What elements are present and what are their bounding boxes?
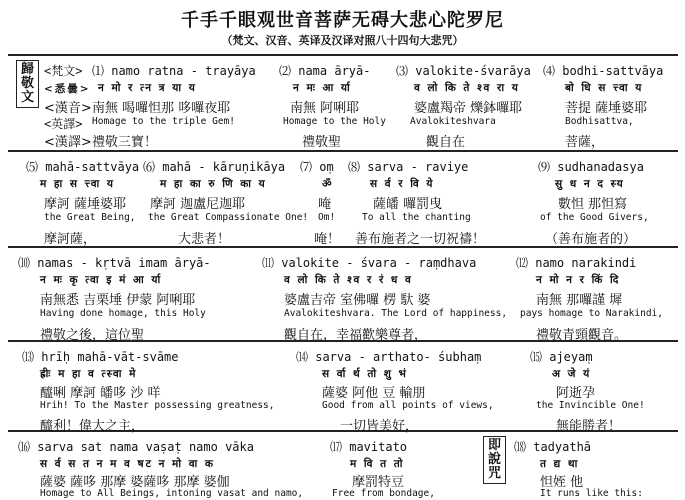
- phrase-4-chinese: 菩薩，: [565, 135, 605, 150]
- phrase-7-han: 唵: [318, 197, 332, 212]
- phrase-12-han: 南無 那囉謹 墀: [536, 293, 623, 308]
- phrase-5-siddham: म हा स त्त्वा य: [40, 178, 115, 190]
- label-chinese-translation: <漢譯>: [44, 135, 92, 150]
- label-siddham: <悉曇>: [44, 83, 91, 95]
- phrase-14-siddham: स र्वा र्थ तो शु भं: [322, 368, 408, 380]
- phrase-3-english: Avalokiteshvara: [410, 116, 496, 127]
- phrase-17-han: 摩罰特豆: [352, 475, 405, 490]
- phrase-1-siddham: न मो र त्न त्र या य: [98, 82, 197, 94]
- phrase-9-siddham: सु ध न द स्य: [555, 178, 625, 190]
- phrase-8-chinese: 善布施者之一切祝禱！: [355, 232, 486, 247]
- phrase-8-english: To all the chanting: [362, 212, 471, 223]
- phrase-13-han: 醯唎 摩訶 皤哆 沙 咩: [40, 386, 161, 401]
- phrase-1-roman: ⑴ namo ratna - trayāya: [92, 64, 256, 78]
- phrase-7-roman: ⑺ oṃ: [300, 160, 334, 174]
- phrase-10-english: Having done homage, this Holy: [40, 308, 206, 319]
- phrase-8-han: 薩皤 囉罰曳: [373, 197, 443, 212]
- phrase-6-english: the Great Compassionate One!: [148, 212, 309, 223]
- phrase-13-roman: ⒀ hrīḥ mahā-vāt-svāme: [22, 350, 179, 364]
- phrase-6-chinese: 大悲者！: [178, 232, 231, 247]
- section-label-guijing: 歸敬文: [16, 60, 39, 108]
- phrase-15-siddham: अ जे यं: [552, 368, 592, 380]
- row-divider-1: [8, 54, 678, 56]
- phrase-13-english: Hrih! To the Master possessing greatness,: [40, 400, 275, 411]
- phrase-3-chinese: 觀自在: [426, 135, 466, 150]
- phrase-15-english: the Invincible One!: [536, 400, 645, 411]
- phrase-13-siddham: ह्रीः म हा व त्स्वा मे: [40, 368, 138, 380]
- phrase-2-roman: ⑵ nama āryā-: [279, 64, 371, 78]
- phrase-5-chinese: 摩訶薩，: [44, 232, 97, 247]
- phrase-16-han: 薩婆 薩哆 那摩 婆薩哆 那摩 婆伽: [40, 475, 230, 490]
- phrase-13-chinese: 醯利！偉大之主，: [40, 419, 145, 434]
- phrase-14-english: Good from all points of views,: [322, 400, 494, 411]
- phrase-17-roman: ⒄ mavitato: [330, 440, 408, 454]
- phrase-11-chinese: 觀自在，幸福歡樂尊者，: [284, 328, 428, 343]
- phrase-18-english: It runs like this:: [540, 488, 643, 499]
- phrase-7-siddham: ॐ: [322, 178, 334, 190]
- phrase-11-siddham: व लो कि ते श्व र रं ध व: [284, 274, 413, 286]
- phrase-14-han: 薩婆 阿他 豆 輸朋: [322, 386, 426, 401]
- phrase-3-han: 婆盧羯帝 爍鉢囉耶: [414, 101, 523, 116]
- phrase-9-han: 數怛 那怛寫: [558, 197, 628, 212]
- row-divider-2: [8, 150, 678, 152]
- phrase-2-han: 南無 阿唎耶: [290, 101, 360, 116]
- phrase-15-roman: ⒂ ajeyaṃ: [530, 350, 593, 364]
- page-subtitle: （梵文、汉音、英译及汉译对照八十四句大悲咒）: [221, 34, 464, 47]
- phrase-6-han: 摩訶 迦盧尼迦耶: [150, 197, 246, 212]
- phrase-16-english: Homage to All Beings, intoning vasat and namo,: [40, 488, 304, 499]
- phrase-4-english: Bodhisattva,: [565, 116, 634, 127]
- phrase-5-english: the Great Being,: [44, 212, 136, 223]
- phrase-10-chinese: 禮敬之後，這位聖: [40, 328, 145, 343]
- phrase-7-chinese: 唵！: [314, 232, 341, 247]
- phrase-12-roman: ⑿ namo narakindi: [516, 256, 637, 270]
- phrase-2-chinese: 禮敬聖: [302, 135, 342, 150]
- phrase-8-roman: ⑻ sarva - raviye: [348, 160, 469, 174]
- phrase-14-roman: ⒁ sarva - arthato- śubhaṃ: [296, 350, 482, 364]
- phrase-2-english: Homage to the Holy: [283, 116, 386, 127]
- label-chinese-sound: <漢音>: [44, 101, 92, 116]
- phrase-6-roman: ⑹ mahā - kāruṇikāya: [143, 160, 286, 174]
- phrase-4-roman: ⑷ bodhi-sattvāya: [543, 64, 664, 78]
- phrase-2-siddham: न मः आ र्या: [293, 82, 352, 94]
- label-english: <英譯>: [44, 117, 83, 131]
- phrase-16-siddham: स र्व स त न म व षट न मो वा क: [40, 458, 215, 470]
- phrase-5-roman: ⑸ mahā-sattvāya: [26, 160, 140, 174]
- phrase-6-siddham: म हा का रु णि का य: [160, 178, 267, 190]
- phrase-14-chinese: 一切皆美好，: [340, 419, 419, 434]
- phrase-15-chinese: 無能勝者！: [556, 419, 622, 434]
- phrase-4-siddham: बो धि स त्त्वा य: [565, 82, 644, 94]
- phrase-18-siddham: त द्य था: [540, 458, 580, 470]
- phrase-1-english: Homage to the triple Gem!: [92, 116, 235, 127]
- phrase-8-siddham: स र्व र वि ये: [370, 178, 435, 190]
- phrase-7-english: Om!: [318, 212, 336, 223]
- phrase-3-roman: ⑶ valokite-śvarāya: [396, 64, 531, 78]
- phrase-11-han: 婆盧吉帝 室佛囉 楞 馱 婆: [284, 293, 431, 308]
- phrase-17-siddham: म वि त तो: [350, 458, 405, 470]
- page-title: 千手千眼观世音菩萨无碍大悲心陀罗尼: [181, 10, 504, 31]
- section-label-jishuo: 即說咒: [483, 436, 506, 484]
- phrase-3-siddham: व लो कि ते श्व रा य: [414, 82, 520, 94]
- phrase-17-english: Free from bondage,: [332, 488, 435, 499]
- phrase-4-han: 菩提 薩埵婆耶: [565, 101, 648, 116]
- phrase-5-han: 摩訶 薩埵婆耶: [44, 197, 127, 212]
- label-sanskrit: <梵文>: [44, 64, 83, 78]
- phrase-11-roman: ⑾ valokite - śvara - raṃdhava: [262, 256, 477, 270]
- phrase-12-english: pays homage to Narakindi,: [520, 308, 663, 319]
- phrase-18-han: 怛姪 他: [540, 475, 584, 490]
- phrase-1-han: 南無 喝囉怛那 哆囉夜耶: [92, 101, 231, 116]
- phrase-9-chinese: （善布施者的）: [545, 232, 637, 247]
- phrase-11-english: Avalokiteshvara. The Lord of happiness,: [284, 308, 508, 319]
- phrase-1-chinese: 禮敬三寶！: [92, 135, 158, 150]
- phrase-12-siddham: न मो न र किं दि: [536, 274, 621, 286]
- phrase-10-han: 南無悉 吉栗埵 伊蒙 阿唎耶: [40, 293, 196, 308]
- phrase-12-chinese: 禮敬青頸觀音。: [536, 328, 628, 343]
- phrase-10-roman: ⑽ namas - kṛtvā imam āryā-: [18, 256, 211, 270]
- phrase-15-han: 阿逝孕: [556, 386, 596, 401]
- phrase-18-roman: ⒅ tadyathā: [514, 440, 592, 454]
- phrase-9-english: of the Good Givers,: [540, 212, 649, 223]
- phrase-9-roman: ⑼ sudhanadasya: [538, 160, 644, 174]
- phrase-16-roman: ⒃ sarva sat nama vaṣaṭ namo vāka: [18, 440, 254, 454]
- phrase-10-siddham: न मः कृ त्वा इ मं आ र्या: [40, 274, 163, 286]
